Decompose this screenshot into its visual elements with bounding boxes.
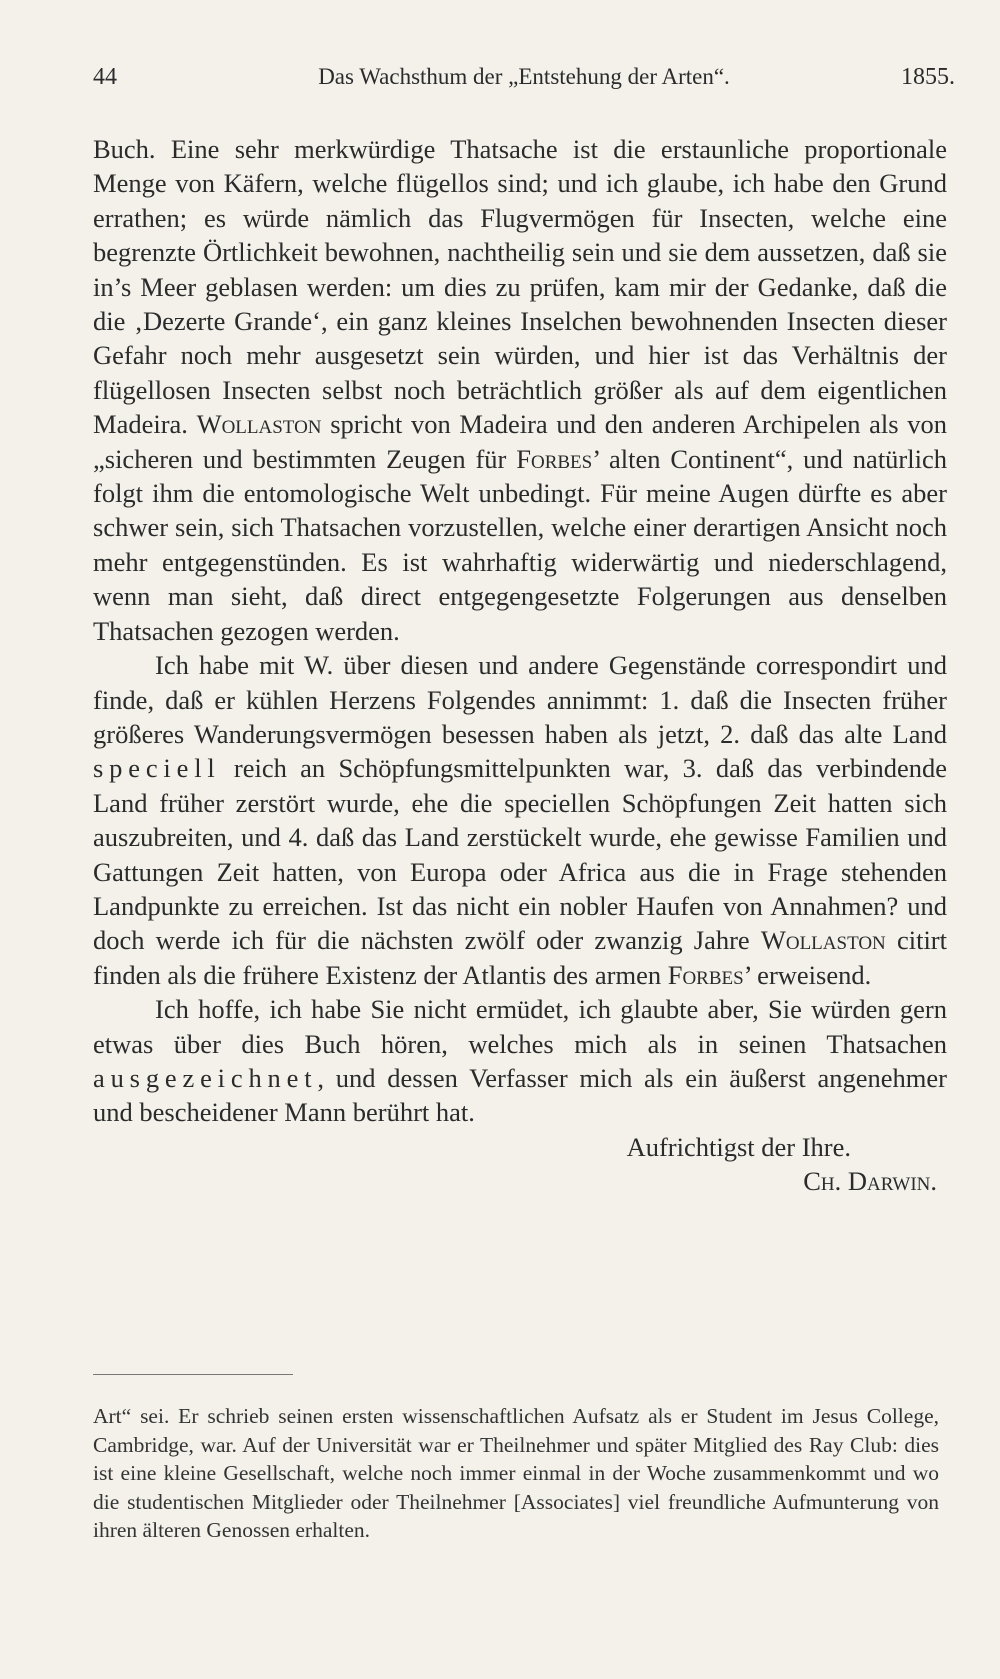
text-run: , und dessen Verfasser mich als ein äußerst angenehmer und bescheidener Mann berührt hat. bbox=[93, 1062, 947, 1128]
signature: Ch. Darwin. bbox=[803, 1166, 937, 1197]
text-run: spricht von Madeira und den anderen Archipelen als von „sicheren und bestimmten Zeugen für bbox=[93, 409, 947, 474]
text-run: reich an Schöpfungsmittelpunkten war, 3. daß das verbindende Land früher zerstört wurde, ehe die speciellen Schöpfungen Zeit hatten sich auszubreiten, und 4. daß das Land zerstückelt wurde, ehe gewisse Familien und Gattungen Zeit hatten, von Europa oder Africa aus die in Frage stehenden Landpunkte zu erreichen. Ist das nicht ein nobler Haufen von Annahmen? und doch werde ich für die nächsten zwölf oder zwanzig Jahre bbox=[93, 753, 947, 956]
name-forbes: Forbes bbox=[516, 443, 593, 474]
paragraph-2 bbox=[93, 648, 947, 992]
text-run: citirt finden als die frühere Existenz der Atlantis des armen bbox=[93, 925, 947, 990]
text-run: Ich hoffe, ich habe Sie nicht ermüdet, ich glaubte aber, Sie würden gern etwas über dies Buch hören, welches mich als in seinen Thatsachen bbox=[93, 994, 947, 1059]
text-run: Buch. Eine sehr merkwürdige Thatsache ist die erstaunliche proportionale Menge von Käfern, welche flügellos sind; und ich glaube, ich habe den Grund errathen; es würde nämlich das Flugvermögen für Insecten, welche eine begrenzte Örtlichkeit bewohnen, nachtheilig sein und sie dem aussetzen, daß sie in’s Meer geblasen werden: um dies zu prüfen, kam mir der Gedanke, daß die die ‚Dezerte Grande‘, ein ganz kleines Inselchen bewohnenden Insecten dieser Gefahr noch mehr ausgesetzt sein würden, und hier ist das Verhältnis der flügellosen Insecten selbst noch beträchtlich größer als auf dem eigentlichen Madeira. bbox=[93, 134, 947, 440]
name-wollaston: Wollaston bbox=[196, 409, 322, 440]
page-number: 44 bbox=[93, 64, 117, 90]
paragraph-1 bbox=[93, 132, 947, 648]
text-run: ’ erweisend. bbox=[743, 959, 872, 990]
emphasis-speciell: speciell bbox=[93, 753, 221, 784]
name-wollaston: Wollaston bbox=[760, 925, 886, 956]
text-run: ’ alten Continent“, und natürlich folgt ihm die entomologische Welt unbedingt. Für meine Augen dürfte es aber schwer sein, sich Thatsachen vorzustellen, welche einer derartigen Ansicht noch mehr entgegenstünden. Es ist wahrhaftig widerwärtig und niederschlagend, wenn man sieht, daß direct entgegengesetzte Folgerungen aus denselben Thatsachen gezogen werden. bbox=[93, 443, 947, 646]
running-title: Das Wachsthum der „Entstehung der Arten“. bbox=[318, 64, 730, 89]
paragraph-3 bbox=[93, 992, 947, 1130]
header-year: 1855. bbox=[901, 64, 955, 90]
emphasis-ausgezeichnet: ausgezeichnet bbox=[93, 1062, 318, 1093]
closing-line: Aufrichtigst der Ihre. bbox=[626, 1131, 851, 1162]
footnote: Art“ sei. Er schrieb seinen ersten wissenschaftlichen Aufsatz als er Student im Jesus College, Cambridge, war. Auf der Universität war er Theilnehmer und später Mitglied des Ray Club: dies ist eine kleine Gesellschaft, welche noch immer einmal in der Woche zusammenkommt und wo die studentischen Mitglieder oder Theilnehmer [Associates] viel freundliche Aufmunterung von ihren älteren Genossen erhalten. bbox=[93, 1404, 939, 1542]
letter-body bbox=[93, 132, 947, 1199]
text-run: Ich habe mit W. über diesen und andere Gegenstände correspondirt und finde, daß er kühlen Herzens Folgendes annimmt: 1. daß die Insecten früher größeres Wanderungsvermögen besessen haben als jetzt, 2. daß das alte Land bbox=[93, 650, 947, 749]
footnote-divider bbox=[93, 1374, 293, 1375]
name-forbes: Forbes bbox=[667, 959, 744, 990]
